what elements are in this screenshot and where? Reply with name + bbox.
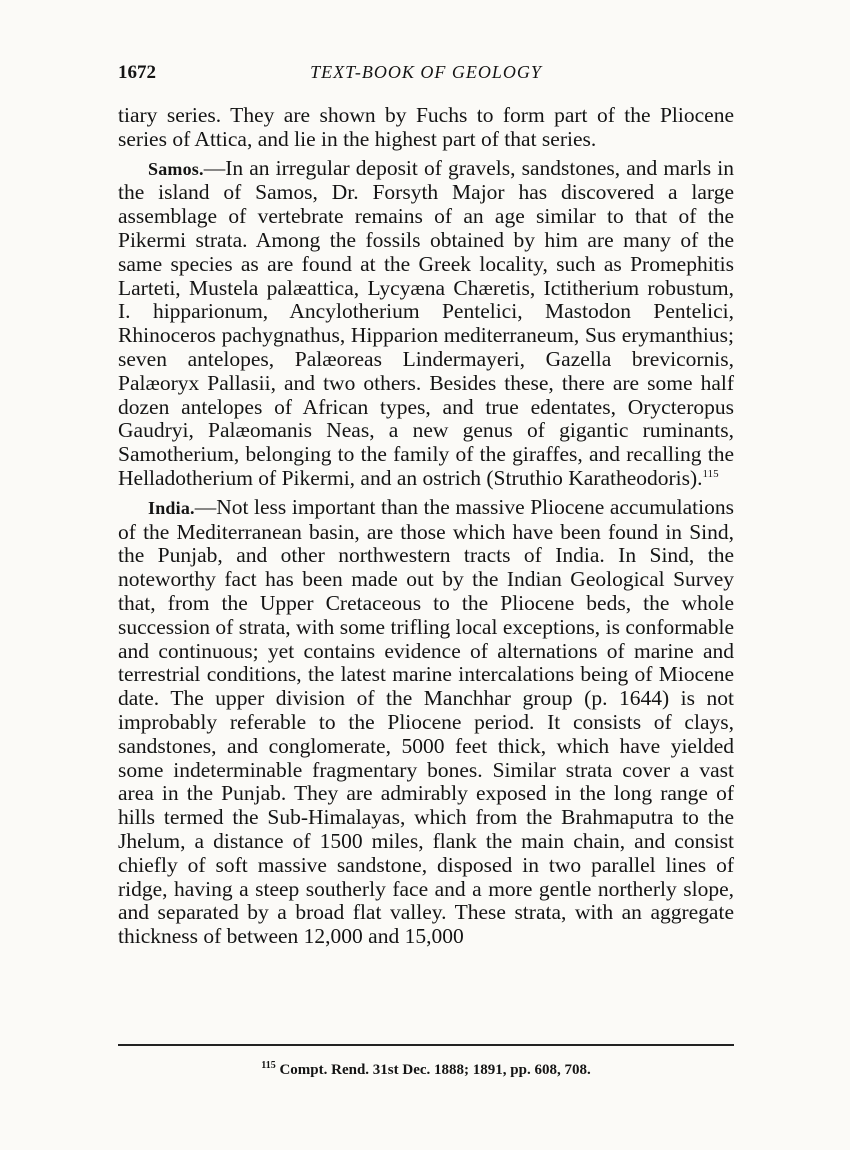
footnote-divider <box>118 1044 734 1046</box>
footnote-reference: 115 <box>702 467 719 480</box>
paragraph-text: —Not less important than the massive Pliocene accumulations of the Mediterranean basin, are those which have been found in Sind, the Punjab, and other northwestern tracts of India. In Sind, the noteworthy fact has been made out by the Indian Geological Survey that, from the Upper Cretaceous to the Pliocene beds, the whole succession of strata, with some trifling local exceptions, is conformable and continuous; yet contains evidence of alternations of marine and terrestrial conditions, the latest marine intercalations being of Miocene date. The upper division of the Manchhar group (p. 1644) is not improbably referable to the Pliocene period. It consists of clays, sandstones, and conglomerate, 5000 feet thick, which have yielded some indeterminable fragmentary bones. Similar strata cover a vast area in the Punjab. They are admirably exposed in the long range of hills termed the Sub-Himalayas, which from the Brahmaputra to the Jhelum, a distance of 1500 miles, flank the main chain, and consist chiefly of soft massive sandstone, disposed in two parallel lines of ridge, having a steep southerly face and a more gentle northerly slope, and separated by a broad flat valley. These strata, with an aggregate thickness of between 12,000 and 15,000 <box>118 494 734 949</box>
footnote <box>118 1060 734 1079</box>
paragraph-heading: Samos. <box>148 158 204 179</box>
running-head: TEXT-BOOK OF GEOLOGY <box>310 62 542 82</box>
footnote-marker: 115 <box>261 1060 276 1071</box>
page-number: 1672 <box>118 62 156 83</box>
paragraph-heading: India. <box>148 497 195 518</box>
paragraph-samos <box>118 157 734 491</box>
page-header <box>118 62 734 92</box>
paragraph-india <box>118 496 734 949</box>
paragraph-text: tiary series. They are shown by Fuchs to form part of the Pliocene series of Attica, and lie in the highest part of that series. <box>118 103 734 151</box>
body-text <box>118 104 734 949</box>
footnote-text: Compt. Rend. 31st Dec. 1888; 1891, pp. 608, 708. <box>275 1062 591 1078</box>
paragraph-text: —In an irregular deposit of gravels, sandstones, and marls in the island of Samos, Dr. Forsyth Major has discovered a large assemblage of vertebrate remains of an age similar to that of the Pikermi strata. Among the fossils obtained by him are many of the same species as are found at the Greek locality, such as Promephitis Larteti, Mustela palæattica, Lycyæna Chæretis, Ictitherium robustum, I. hipparionum, Ancylotherium Pentelici, Mastodon Pentelici, Rhinoceros pachygnathus, Hipparion mediterraneum, Sus erymanthius; seven antelopes, Palæoreas Lindermayeri, Gazella brevicornis, Palæoryx Pallasii, and two others. Besides these, there are some half dozen antelopes of African types, and true edentates, Orycteropus Gaudryi, Palæomanis Neas, a new genus of gigantic ruminants, Samotherium, belonging to the family of the giraffes, and recalling the Helladotherium of Pikermi, and an ostrich (Struthio Karatheodoris). <box>118 155 734 490</box>
paragraph-continuation <box>118 104 734 152</box>
